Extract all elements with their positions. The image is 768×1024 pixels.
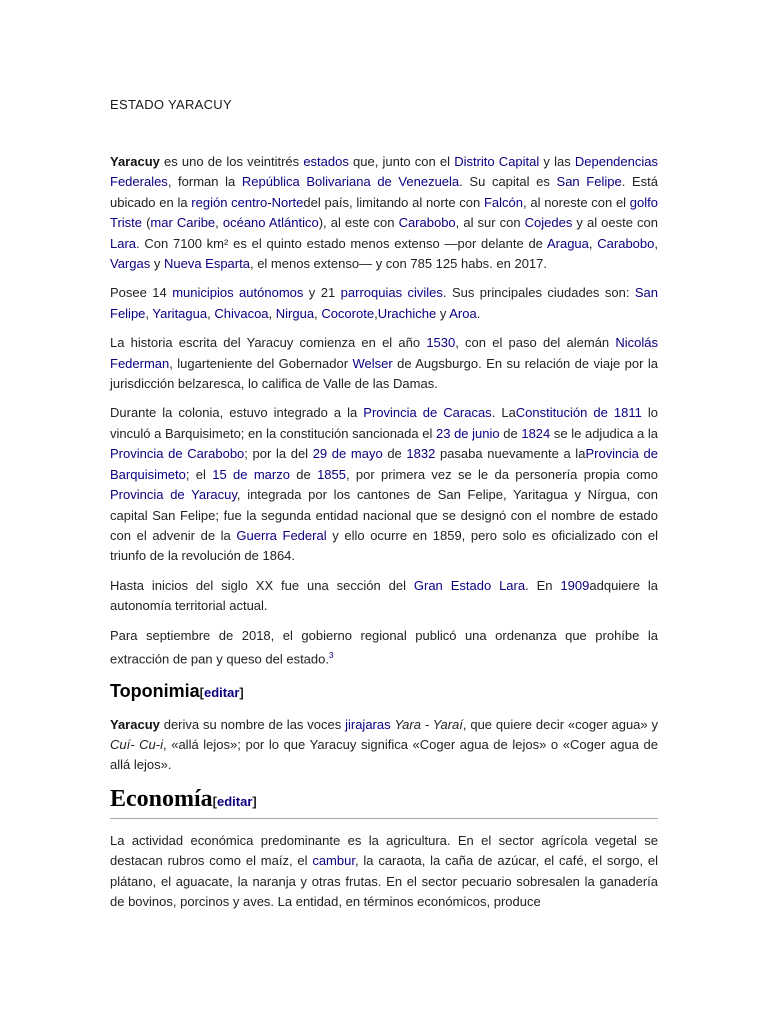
paragraph-economia: La actividad económica predominante es la agricultura. En el sector agrícola vegetal se destacan rubros como el maíz, el cambur, la caraota, la caña de azúcar, el café, el sorgo, el plátano, el aguacate, la naranja y otras frutas. En el sector pecuario sobresalen la ganadería de bovinos, porcinos y aves. La entidad, en términos económicos, produce bbox=[110, 832, 658, 910]
link-carabobo-2[interactable]: Carabobo bbox=[597, 235, 655, 251]
link-san-felipe-city[interactable]: San Felipe bbox=[110, 285, 659, 321]
paragraph-municipios: Posee 14 municipios autónomos y 21 parroquias civiles. Sus principales ciudades son: San Felipe, Yaritagua, Chivacoa, Nirgua, Cocorote,Urachiche y Aroa. bbox=[110, 285, 659, 321]
edit-link-economia[interactable]: editar bbox=[217, 793, 253, 809]
link-nirgua[interactable]: Nirgua bbox=[275, 305, 315, 321]
link-provincia-carabobo[interactable]: Provincia de Carabobo bbox=[110, 446, 245, 462]
link-15-marzo[interactable]: 15 de marzo bbox=[212, 466, 290, 482]
edit-section-economia: [editar] bbox=[212, 793, 257, 809]
paragraph-colonia: Durante la colonia, estuvo integrado a la Provincia de Caracas. LaConstitución de 1811 lo vinculó a Barquisimeto; en la constitución sancionada el 23 de junio de 1824 se le adjudica a la Provincia de Carabobo; por la del 29 de mayo de 1832 pasaba nuevamente a laProvincia de Barquisimeto; el 15 de marzo de 1855, por primera vez se le da personería propia como Provincia de Yaracuy, integrada por los cantones de San Felipe, Yaritagua y Nírgua, con capital San Felipe; fue la segunda entidad nacional que se designó con el nombre de estado con el advenir de la Guerra Federal y ello ocurre en 1859, pero solo es oficializado con el triunfo de la revolución de 1864. bbox=[110, 405, 659, 564]
link-san-felipe[interactable]: San Felipe bbox=[556, 174, 622, 190]
link-aragua[interactable]: Aragua bbox=[546, 235, 589, 251]
link-provincia-barquisimeto[interactable]: Provincia de Barquisimeto bbox=[110, 446, 658, 482]
link-jirajaras[interactable]: jirajaras bbox=[345, 716, 391, 732]
link-distrito-capital[interactable]: Distrito Capital bbox=[454, 154, 540, 169]
link-1824[interactable]: 1824 bbox=[521, 425, 551, 441]
link-estados[interactable]: estados bbox=[303, 154, 349, 169]
link-golfo-triste[interactable]: golfo Triste bbox=[110, 194, 658, 231]
link-nicolas-federman[interactable]: Nicolás Federman bbox=[110, 335, 658, 371]
link-region[interactable]: región centro-Norte bbox=[191, 194, 304, 210]
link-cojedes[interactable]: Cojedes bbox=[524, 215, 573, 231]
link-republica[interactable]: República Bolivariana de Venezuela bbox=[241, 174, 460, 190]
link-welser[interactable]: Welser bbox=[352, 355, 393, 371]
heading-economia: Economía[editar] bbox=[110, 785, 658, 819]
link-parroquias[interactable]: parroquias civiles bbox=[340, 285, 443, 301]
link-29-mayo[interactable]: 29 de mayo bbox=[312, 446, 383, 462]
paragraph-ordenanza: Para septiembre de 2018, el gobierno regional publicó una ordenanza que prohíbe la extracción de pan y queso del estado.$^3$ bbox=[110, 627, 658, 667]
link-guerra-federal[interactable]: Guerra Federal bbox=[236, 527, 327, 543]
paragraph-toponimia: Yaracuy deriva su nombre de las voces jirajaras Yara - Yaraí, que quiere decir «coger agua» y Cuí- Cu-i, «allá lejos»; por lo que Yaracuy significa «Coger agua de lejos» o «Coger agua de allá lejos». bbox=[110, 716, 658, 773]
link-dependencias-federales[interactable]: Dependencias Federales bbox=[110, 154, 658, 190]
link-1855[interactable]: 1855 bbox=[317, 466, 346, 482]
edit-link-toponimia[interactable]: editar bbox=[204, 684, 240, 700]
paragraph-siglo-xx: Hasta inicios del siglo XX fue una sección del Gran Estado Lara. En 1909adquiere la autonomía territorial actual. bbox=[110, 577, 658, 614]
link-falcon[interactable]: Falcón bbox=[483, 194, 524, 210]
italic-term: Cuí- Cu-i bbox=[110, 737, 163, 753]
link-yaritagua[interactable]: Yaritagua bbox=[152, 305, 208, 321]
link-1909[interactable]: 1909 bbox=[560, 577, 590, 593]
link-23-junio[interactable]: 23 de junio bbox=[436, 425, 500, 441]
paragraph-intro: Yaracuy es uno de los veintitrés estados que, junto con el Distrito Capital y las Dependencias Federales, forman la República Bolivariana de Venezuela. Su capital es San Felipe. Está ubicado en la región centro-Nortedel país, limitando al norte con Falcón, al noreste con el golfo Triste (mar Caribe, océano Atlántico), al este con Carabobo, al sur con Cojedes y al oeste con Lara. Con 7100 km² es el quinto estado menos extenso —por delante de Aragua, Carabobo, Vargas y Nueva Esparta, el menos extenso— y con 785 125 habs. en 2017. bbox=[110, 154, 658, 272]
citation-ref[interactable]: 3 bbox=[328, 650, 334, 660]
link-cambur[interactable]: cambur bbox=[312, 853, 355, 869]
link-municipios[interactable]: municipios autónomos bbox=[172, 285, 304, 301]
link-urachiche[interactable]: Urachiche bbox=[377, 305, 437, 321]
link-1530[interactable]: 1530 bbox=[426, 335, 456, 351]
bold-term: Yaracuy bbox=[110, 154, 160, 169]
document-title: ESTADO YARACUY bbox=[110, 97, 232, 112]
heading-toponimia: Toponimia[editar] bbox=[110, 680, 244, 701]
link-chivacoa[interactable]: Chivacoa bbox=[214, 305, 269, 321]
paragraph-historia: La historia escrita del Yaracuy comienza en el año 1530, con el paso del alemán Nicolás Federman, lugarteniente del Gobernador Welser de Augsburgo. En su relación de viaje por la jurisdicción belzaresca, lo califica de Valle de las Damas. bbox=[110, 335, 658, 392]
link-provincia-caracas[interactable]: Provincia de Caracas bbox=[363, 405, 492, 421]
link-cocorote[interactable]: Cocorote bbox=[321, 305, 375, 321]
link-provincia-yaracuy[interactable]: Provincia de Yaracuy bbox=[110, 487, 237, 503]
link-aroa[interactable]: Aroa bbox=[449, 305, 477, 321]
link-lara[interactable]: Lara bbox=[110, 235, 137, 251]
italic-term: Yara - Yaraí bbox=[394, 716, 463, 732]
link-oceano-atlantico[interactable]: océano Atlántico bbox=[222, 215, 319, 231]
link-mar-caribe[interactable]: mar Caribe bbox=[150, 215, 216, 231]
article-body bbox=[110, 152, 658, 922]
link-vargas[interactable]: Vargas bbox=[110, 256, 151, 272]
link-carabobo[interactable]: Carabobo bbox=[398, 215, 456, 231]
link-constitucion-1811[interactable]: Constitución de 1811 bbox=[515, 405, 642, 421]
link-nueva-esparta[interactable]: Nueva Esparta bbox=[163, 256, 250, 272]
link-gran-estado-lara[interactable]: Gran Estado Lara bbox=[413, 577, 526, 593]
bold-term: Yaracuy bbox=[110, 716, 160, 732]
link-1832[interactable]: 1832 bbox=[406, 446, 436, 462]
edit-section-toponimia: [editar] bbox=[199, 684, 244, 700]
